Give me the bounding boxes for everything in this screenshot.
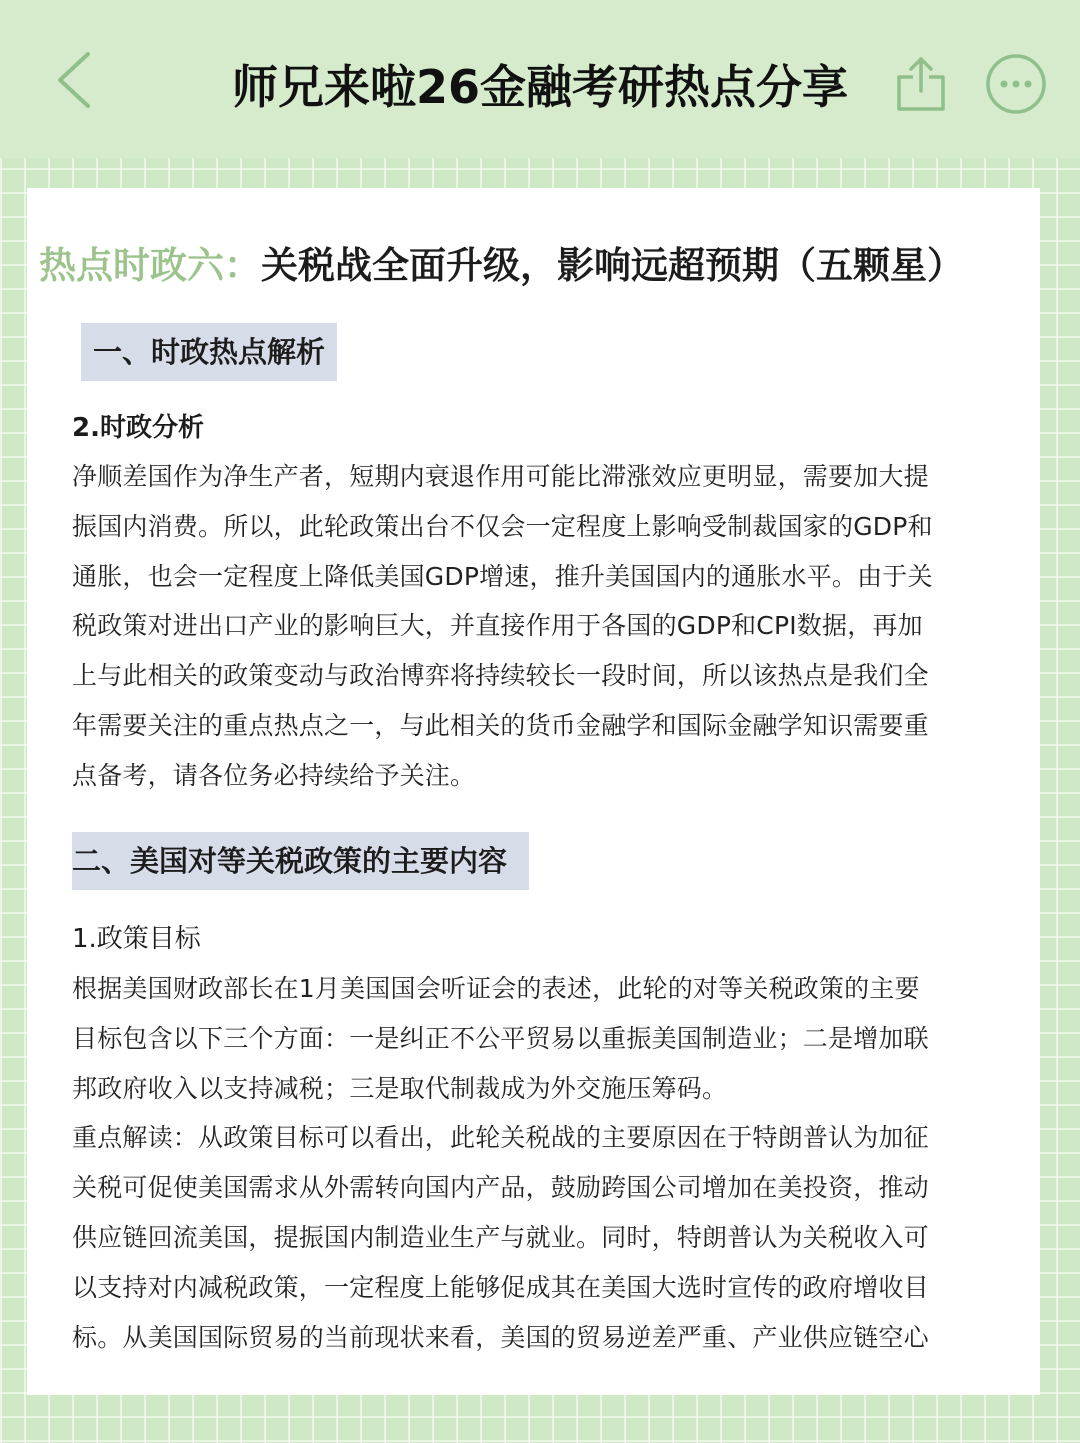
- section-1-heading: 一、时政热点解析: [81, 323, 337, 381]
- paragraph-line: 净顺差国作为净生产者，短期内衰退作用可能比滞涨效应更明显，需要加大提: [72, 462, 929, 491]
- back-button[interactable]: [50, 50, 110, 110]
- share-button[interactable]: [895, 55, 947, 113]
- paragraph-line: 根据美国财政部长在1月美国国会听证会的表述，此轮的对等关税政策的主要: [72, 974, 920, 1003]
- article-card: [27, 188, 1040, 1395]
- section-1-paragraph: [72, 452, 1022, 801]
- top-bar: [0, 0, 1080, 158]
- paragraph-line: 邦政府收入以支持减税；三是取代制裁成为外交施压筹码。: [72, 1073, 728, 1103]
- more-button[interactable]: [985, 53, 1047, 115]
- share-icon: [895, 55, 947, 113]
- paragraph-line: 以支持对内减税政策，一定程度上能够促成其在美国大选时宣传的政府增收目: [72, 1272, 929, 1302]
- paragraph-line: 供应链回流美国，提振国内制造业生产与就业。同时，特朗普认为关税收入可: [72, 1222, 929, 1252]
- paragraph-line: 通胀，也会一定程度上降低美国GDP增速，推升美国国内的通胀水平。由于关: [72, 561, 933, 591]
- headline-prefix: 热点时政六：: [39, 244, 261, 287]
- paragraph-line: 上与此相关的政策变动与政治博弈将持续较长一段时间，所以该热点是我们全: [72, 661, 929, 691]
- paragraph-line: 点备考，请各位务必持续给予关注。: [72, 760, 476, 790]
- section-2-paragraph: [72, 964, 1022, 1362]
- page-title: 师兄来啦26金融考研热点分享: [231, 60, 848, 114]
- paragraph-line: 年需要关注的重点热点之一，与此相关的货币金融学和国际金融学知识需要重: [72, 710, 929, 740]
- section-1-subheading: 2.时政分析: [72, 413, 204, 443]
- paragraph-line: 目标包含以下三个方面：一是纠正不公平贸易以重振美国制造业；二是增加联: [72, 1023, 929, 1053]
- article-headline: [39, 236, 1039, 296]
- chevron-left-icon: [50, 50, 110, 110]
- headline-main: 关税战全面升级，影响远超预期（五颗星）: [261, 244, 964, 287]
- paragraph-line: 关税可促使美国需求从外需转向国内产品，鼓励跨国公司增加在美投资，推动: [72, 1173, 929, 1203]
- section-2-heading: 二、美国对等关税政策的主要内容: [72, 832, 529, 890]
- more-icon: [985, 53, 1047, 115]
- section-2-subheading: 1.政策目标: [72, 924, 201, 954]
- paragraph-line: 税政策对进出口产业的影响巨大，并直接作用于各国的GDP和CPI数据，再加: [72, 611, 923, 641]
- paragraph-line: 重点解读：从政策目标可以看出，此轮关税战的主要原因在于特朗普认为加征: [72, 1123, 929, 1153]
- paragraph-line: 振国内消费。所以，此轮政策出台不仅会一定程度上影响受制裁国家的GDP和: [72, 511, 933, 541]
- paragraph-line: 标。从美国国际贸易的当前现状来看，美国的贸易逆差严重、产业供应链空心: [72, 1322, 929, 1352]
